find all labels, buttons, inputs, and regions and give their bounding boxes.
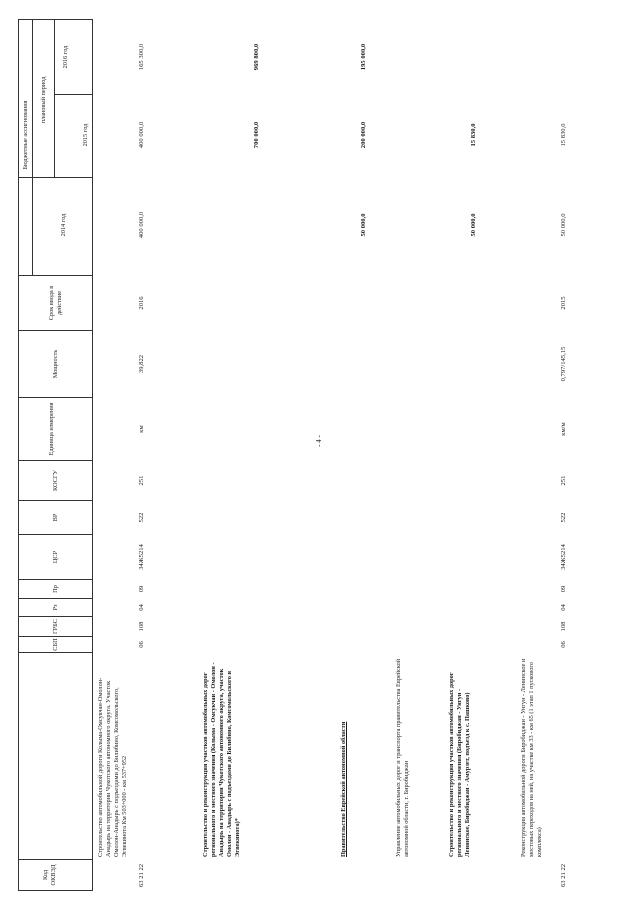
- row1-csr: 34Ж5214: [138, 544, 145, 570]
- row2-2016: 969 800,0: [253, 43, 260, 71]
- row6-unit: км/м: [560, 422, 567, 436]
- header-sbp: СБП: [52, 638, 59, 651]
- row1-grbs: 108: [138, 621, 145, 632]
- row5-name: Строительство и реконструкция участков автомобильных дорог регионального и местного значения (Биробиджан - Унгун - Ленинское, Биробиджан - Амурзет, подъезд к с. Пашково): [448, 672, 471, 857]
- row6-rz: 04: [560, 604, 567, 611]
- header-csr: ЦСР: [52, 550, 59, 564]
- header-capacity: Мощность: [52, 349, 59, 379]
- row1-sbp: 06: [138, 641, 145, 648]
- row1-2016: 165 300,0: [138, 43, 145, 71]
- row3-2014: 50 000,0: [360, 213, 367, 237]
- row5-2015: 15 830,0: [470, 123, 477, 147]
- row1-kosgu: 251: [138, 475, 145, 486]
- header-grbs: ГРБС: [52, 619, 59, 634]
- header-rz: Рз: [52, 604, 59, 611]
- row4-name: Управление автомобильных дорог и транспорта правительства Еврейской автономной области, г. Биробиджан: [395, 658, 410, 857]
- col-sep-name: [18, 652, 93, 653]
- row6-pr: 09: [560, 585, 567, 593]
- header-2016: 2016 год: [62, 45, 69, 69]
- row1-rz: 04: [138, 604, 145, 611]
- header-code: Код ОКВЭД: [42, 864, 57, 886]
- row6-2015: 15 830,0: [560, 123, 567, 147]
- row3-2016: 195 000,0: [360, 43, 367, 71]
- header-2014: 2014 год: [60, 213, 67, 237]
- header-commission: Срок ввода в действие: [48, 285, 63, 321]
- row6-csr: 34Ж5214: [560, 544, 567, 570]
- header-unit: Единица измерения: [48, 402, 55, 456]
- budget-group-underline: [32, 20, 33, 276]
- header-vr: ВР: [52, 513, 59, 522]
- plan-group-underline: [54, 20, 55, 178]
- row2-name: Строительство и реконструкция участков автомобильных дорог регионального и местного значения (Колыма - Омсукчан - Омолон - Анадырь на территории Чукотского автономного округа, участок Омолон - Анадырь с подъездами до Билибино, Комсомольского и Эгвекинота)*: [202, 662, 241, 857]
- row1-capacity: 39,822: [138, 354, 145, 374]
- table-right-border: [18, 19, 93, 20]
- col-sep-unit: [18, 397, 93, 398]
- row6-grbs: 108: [560, 621, 567, 632]
- row1-2014: 400 000,0: [138, 211, 145, 239]
- header-budget-group: Бюджетные ассигнования: [22, 100, 29, 170]
- row6-sbp: 06: [560, 641, 567, 648]
- row3-2015: 200 000,0: [360, 121, 367, 149]
- row6-kosgu: 251: [560, 475, 567, 486]
- row3-name: Правительство Еврейской автономной области: [340, 721, 347, 857]
- header-pr: Пр: [52, 585, 59, 593]
- table-top-border: [18, 19, 19, 891]
- row6-2014: 50 000,0: [560, 213, 567, 237]
- row1-unit: км: [138, 425, 145, 433]
- row6-commission: 2015: [560, 296, 567, 310]
- page-number: - 4 -: [314, 435, 323, 447]
- row1-name: Строительство автомобильной дороги Колыма-Омсукчан-Омолон-Анадырь на территории Чукотского автономного округа. Участок Омолон-Анадырь с подъездами до Билибино, Комсомольского, Эгвекинота Км 503+000 - км 537+952: [97, 677, 128, 857]
- table-left-border: [18, 890, 93, 891]
- header-plan-group: плановый период: [40, 76, 47, 124]
- row1-commission: 2016: [138, 296, 145, 310]
- row1-pr: 09: [138, 585, 145, 593]
- row6-code: 63 21 22: [560, 863, 567, 887]
- row2-2015: 700 000,0: [253, 121, 260, 149]
- header-kosgu: КОСГУ: [52, 470, 59, 491]
- row6-name: Реконструкция автомобильной дороги Биробиджан - Унгун - Ленинское и мостовых переходов на ней, на участке км 33 - км 65 (1 этап 1 пускового комплекса): [520, 658, 543, 857]
- row1-vr: 522: [138, 512, 145, 523]
- row1-2015: 400 000,0: [138, 121, 145, 149]
- row6-capacity: 0,797/145,15: [560, 346, 567, 382]
- table-header-bottom: [92, 19, 93, 891]
- row5-2014: 50 000,0: [470, 213, 477, 237]
- header-2015: 2015 год: [82, 123, 89, 147]
- row6-vr: 522: [560, 512, 567, 523]
- row1-code: 63 21 22: [138, 863, 145, 887]
